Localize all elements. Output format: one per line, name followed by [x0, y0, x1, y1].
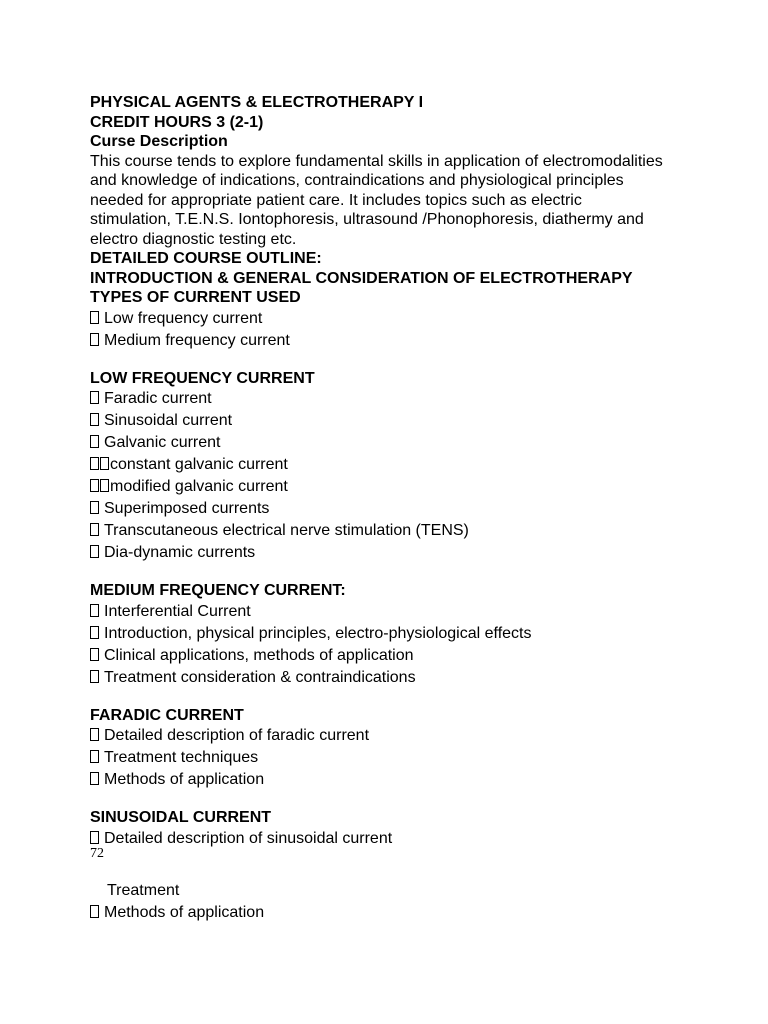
bullet-box-icon — [90, 391, 99, 404]
description-paragraph — [90, 152, 690, 250]
list-item-label: Sinusoidal current — [104, 412, 233, 429]
list-item — [90, 410, 690, 432]
bullet-box-icon — [90, 435, 99, 448]
list-item: Treatment — [107, 882, 180, 899]
list-item-label: Dia-dynamic currents — [104, 544, 256, 561]
description-line: stimulation, T.E.N.S. Iontophoresis, ultrasound /Phonophoresis, diathermy and — [90, 211, 644, 228]
outline-heading: DETAILED COURSE OUTLINE: — [90, 250, 322, 267]
bullet-box-icon — [90, 523, 99, 536]
bullet-box-icon — [90, 545, 99, 558]
list-item-label: Detailed description of faradic current — [104, 727, 370, 744]
credit-hours: CREDIT HOURS 3 (2-1) — [90, 113, 264, 131]
description-heading: Curse Description — [90, 133, 228, 150]
bullet-box-icon — [90, 413, 99, 426]
section-heading-faradic: FARADIC CURRENT — [90, 706, 244, 724]
list-item — [90, 623, 690, 645]
types-heading: TYPES OF CURRENT USED — [90, 289, 301, 306]
sub-list-item — [90, 476, 690, 498]
list-item-label: Superimposed currents — [104, 500, 270, 517]
course-title: PHYSICAL AGENTS & ELECTROTHERAPY I — [90, 94, 424, 111]
description-line: electro diagnostic testing etc. — [90, 230, 297, 248]
list-item-label: Treatment consideration & contraindications — [104, 668, 416, 686]
page-number: 72 — [90, 846, 104, 861]
list-item — [90, 542, 690, 564]
list-item-label: Methods of application — [104, 771, 265, 788]
list-item — [90, 601, 690, 623]
bullet-box-icon — [90, 750, 99, 763]
bullet-box-icon — [90, 501, 99, 514]
list-item-label: Clinical applications, methods of application — [104, 646, 414, 664]
list-item-label: Treatment techniques — [104, 749, 259, 766]
list-item — [90, 330, 690, 352]
list-item — [90, 388, 690, 410]
list-item-label: Transcutaneous electrical nerve stimulation (TENS) — [104, 522, 469, 539]
section-heading-low-frequency: LOW FREQUENCY CURRENT — [90, 369, 315, 387]
description-line: and knowledge of indications, contraindications and physiological principles — [90, 172, 624, 189]
bullet-box-icon — [90, 479, 99, 492]
bullet-box-icon — [90, 333, 99, 346]
bullet-box-icon — [90, 648, 99, 661]
list-item-label: modified galvanic current — [110, 478, 288, 495]
bullet-box-icon — [100, 479, 109, 492]
bullet-box-icon — [90, 604, 99, 617]
sub-list-item — [90, 454, 690, 476]
bullet-box-icon — [90, 457, 99, 470]
bullet-box-icon — [90, 626, 99, 639]
bullet-box-icon — [90, 831, 99, 844]
bullet-box-icon — [90, 772, 99, 785]
list-item — [90, 520, 690, 542]
bullet-box-icon — [100, 457, 109, 470]
list-item — [90, 769, 690, 791]
list-item — [90, 747, 690, 769]
list-item-label: Detailed description of sinusoidal current — [104, 829, 393, 847]
list-item-label: Methods of application — [104, 904, 265, 921]
list-item-label: Medium frequency current — [104, 331, 290, 349]
list-item — [90, 432, 690, 454]
bullet-box-icon — [90, 311, 99, 324]
list-item-label: Galvanic current — [104, 434, 221, 451]
bullet-box-icon — [90, 728, 99, 741]
list-item-label: Interferential Current — [104, 602, 251, 620]
list-item-label: constant galvanic current — [110, 456, 288, 473]
list-item — [90, 667, 690, 689]
description-line: needed for appropriate patient care. It includes topics such as electric — [90, 191, 582, 209]
list-item-label: Faradic current — [104, 390, 212, 407]
list-item-label: Low frequency current — [104, 309, 263, 327]
continued-content — [90, 880, 264, 924]
list-item — [90, 828, 690, 850]
list-item — [90, 308, 690, 330]
list-item-label: Introduction, physical principles, electro-physiological effects — [104, 624, 532, 642]
bullet-box-icon — [90, 670, 99, 683]
list-item — [90, 725, 690, 747]
list-item — [90, 645, 690, 667]
description-line: This course tends to explore fundamental skills in application of electromodalities — [90, 152, 663, 170]
section-heading-medium-frequency: MEDIUM FREQUENCY CURRENT: — [90, 582, 346, 599]
list-item — [90, 902, 264, 924]
intro-heading: INTRODUCTION & GENERAL CONSIDERATION OF ELECTROTHERAPY — [90, 269, 633, 287]
section-heading-sinusoidal: SINUSOIDAL CURRENT — [90, 809, 272, 826]
list-item — [90, 498, 690, 520]
document-content — [90, 93, 690, 850]
bullet-box-icon — [90, 905, 99, 918]
